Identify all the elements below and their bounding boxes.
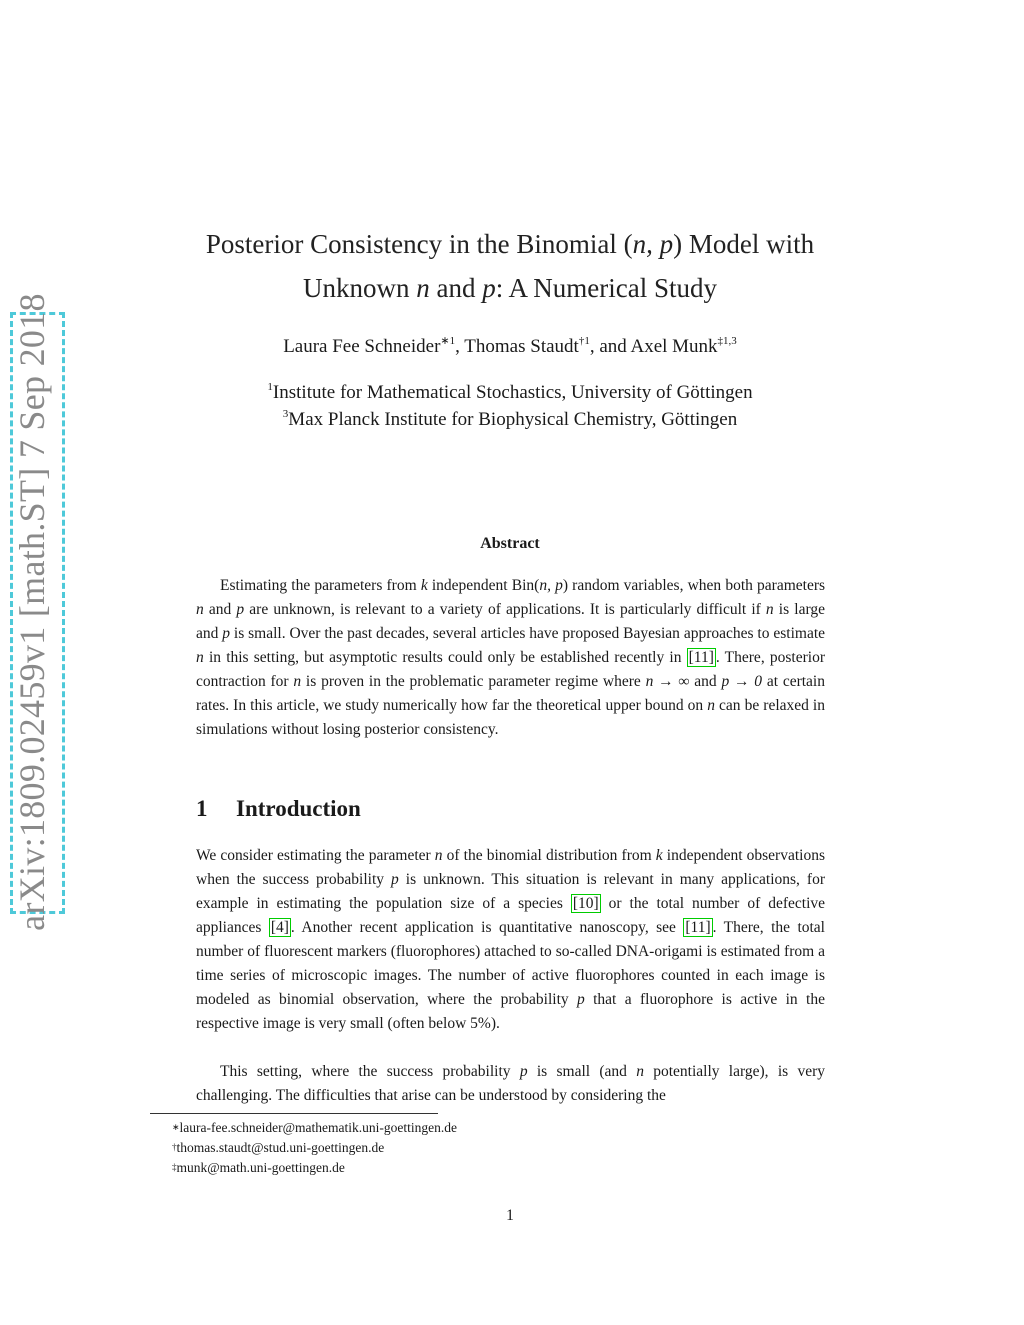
affiliation: $^1$Institute for Mathematical Stochastics, University of Göttingen <box>267 380 753 403</box>
arxiv-identifier[interactable]: arXiv:1809.02459v1 [math.ST] 7 Sep 2018 <box>12 293 52 931</box>
page-number: 1 <box>506 1207 514 1224</box>
footnotes <box>172 1118 457 1178</box>
intro-paragraph: This setting, where the success probability p is small (and n potentially large), is very challenging. The difficulties that arise can be understood by considering the <box>196 1063 825 1104</box>
section-number: 1 <box>196 796 208 821</box>
author-name: Laura Fee Schneider <box>283 336 441 357</box>
abstract-heading: Abstract <box>480 535 540 552</box>
abstract-text: Estimating the parameters from k independent Bin(n, p) random variables, when both parameters n and p are unknown, is relevant to a variety of applications. It is particularly difficult if n is large and p is small. Over the past decades, several articles have proposed Bayesian approaches to estimate n in this setting, but asymptotic results could only be established recently in [11] . There, posterior contraction for n is proven in the problematic parameter regime where n → ∞ and p → 0 at certain rates. In this article, we study numerically how far the theoretical upper bound on n can be relaxed in simulations without losing posterior consistency. <box>196 577 826 738</box>
footnote-email: ‡munk@math.uni-goettingen.de <box>172 1160 345 1175</box>
section-title: Introduction <box>236 796 361 821</box>
footnote-email: †thomas.staudt@stud.uni-goettingen.de <box>172 1140 385 1155</box>
citation-link[interactable]: [11] <box>685 919 711 936</box>
author-name: Thomas Staudt <box>464 336 579 357</box>
title-line-2: Unknown n and p: A Numerical Study <box>303 273 717 303</box>
citation-link[interactable]: [4] <box>270 919 289 936</box>
footnote-divider <box>150 1113 438 1114</box>
title-line-1: Posterior Consistency in the Binomial (n, p) Model with <box>205 229 815 259</box>
footnote-email: ∗laura-fee.schneider@mathematik.uni-goettingen.de <box>172 1120 457 1135</box>
citation-link[interactable]: [10] <box>572 895 599 912</box>
affiliation: $^3$Max Planck Institute for Biophysical Chemistry, Göttingen <box>282 407 738 430</box>
section-heading <box>196 796 361 822</box>
intro-paragraph: We consider estimating the parameter n of the binomial distribution from k independent observations when the success probability p is unknown. This situation is relevant in many applications, for example in estimating the population size of a species [10] or the total number of defective appliances [4] . Another recent application is quantitative nanoscopy, see [11] . There, the total number of fluorescent markers (fluorophores) attached to so-called DNA-origami is estimated from a time series of microscopic images. The number of active fluorophores counted in each image is modeled as binomial observation, where the probability p that a fluorophore is active in the respective image is very small (often below 5%). <box>196 847 826 1032</box>
citation-link[interactable]: [11] <box>688 649 714 666</box>
author-list: Laura Fee Schneider$^{∗1}$, Thomas Staudt$^{\dagger 1}$, and Axel Munk$^{\ddagger 1,3}$ <box>283 334 737 357</box>
author-name: Axel Munk <box>630 336 718 357</box>
paper-title <box>150 222 870 310</box>
